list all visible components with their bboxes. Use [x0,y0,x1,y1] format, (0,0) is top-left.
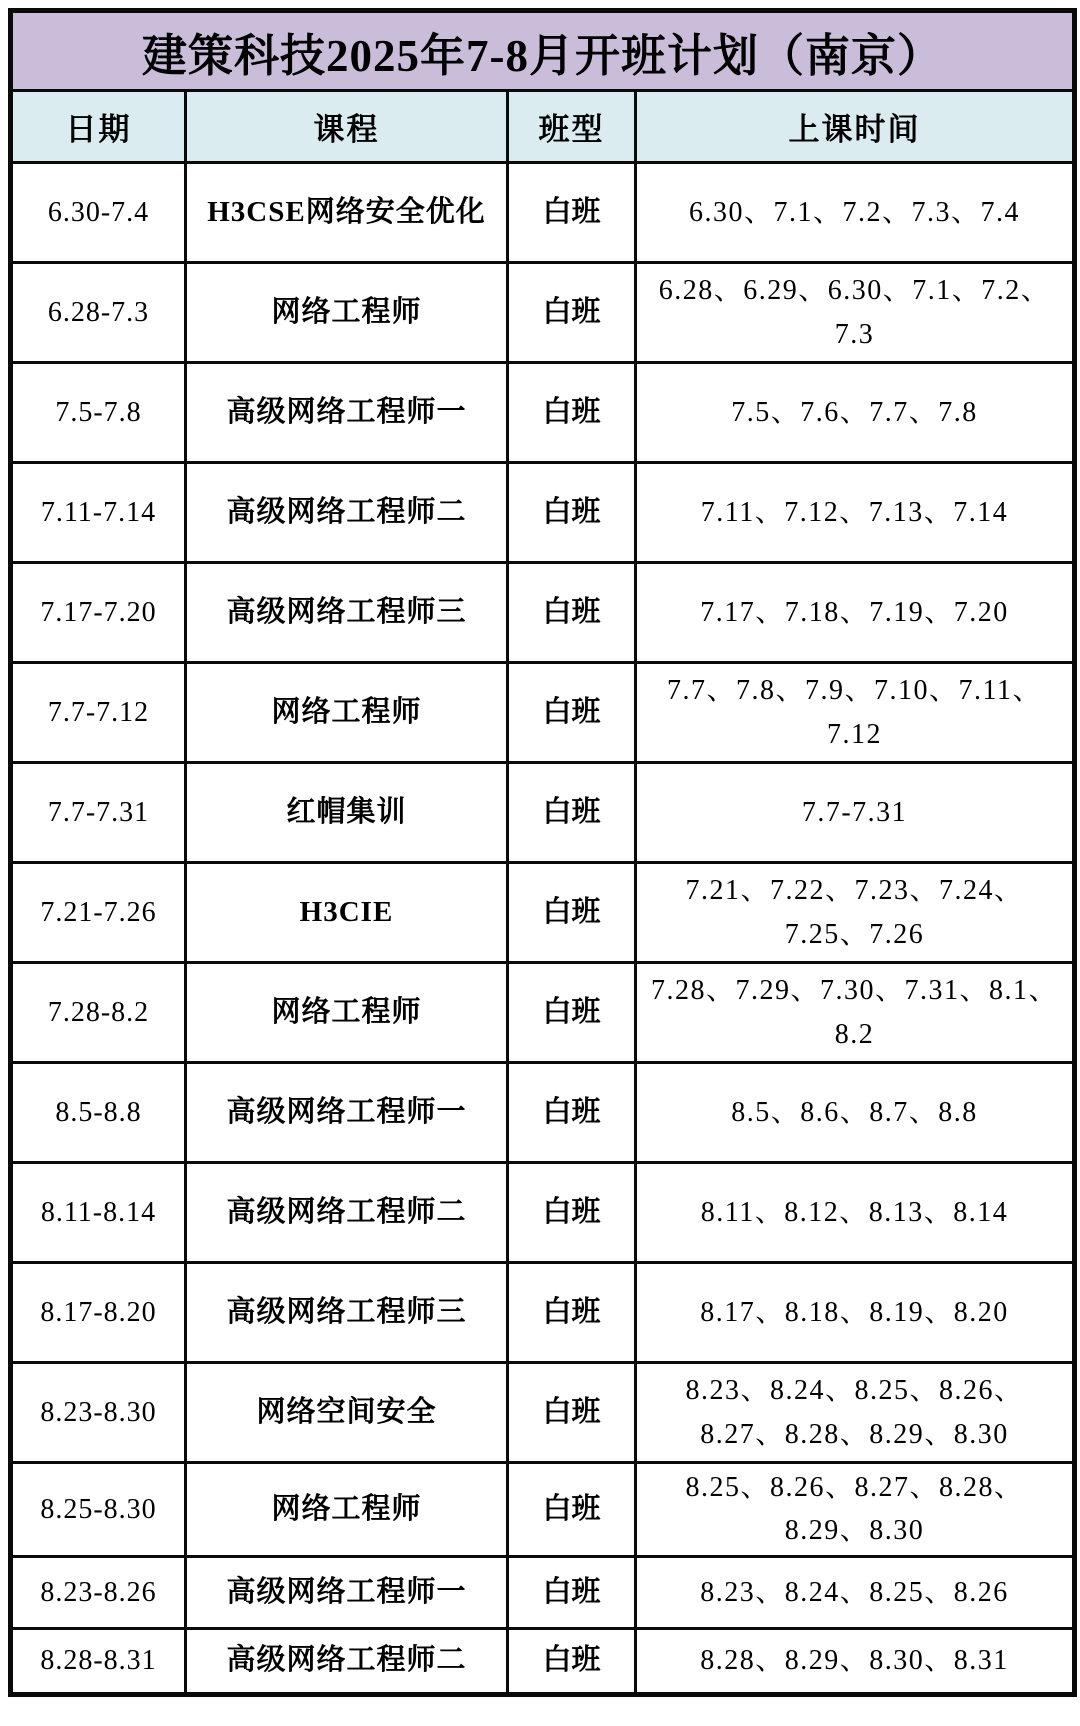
table-row [11,1163,1075,1263]
class-type-cell: 白班 [508,763,636,863]
time-cell: 7.7-7.31 [636,763,1075,863]
title-row [11,11,1075,91]
table-row [11,163,1075,263]
date-cell: 8.23-8.26 [11,1556,186,1628]
table-row [11,663,1075,763]
column-header-class-type: 班型 [508,91,636,163]
course-cell: 高级网络工程师一 [186,363,508,463]
class-type-cell: 白班 [508,963,636,1063]
class-type-cell: 白班 [508,1063,636,1163]
course-cell: 网络工程师 [186,1463,508,1557]
time-cell: 8.23、8.24、8.25、8.26 [636,1556,1075,1628]
date-cell: 8.17-8.20 [11,1263,186,1363]
course-cell: 高级网络工程师二 [186,1163,508,1263]
class-type-cell: 白班 [508,1263,636,1363]
course-cell: 红帽集训 [186,763,508,863]
table-row [11,463,1075,563]
class-type-cell: 白班 [508,163,636,263]
date-cell: 7.11-7.14 [11,463,186,563]
time-cell: 8.11、8.12、8.13、8.14 [636,1163,1075,1263]
time-cell: 6.30、7.1、7.2、7.3、7.4 [636,163,1075,263]
date-cell: 6.28-7.3 [11,263,186,363]
time-cell: 7.21、7.22、7.23、7.24、7.25、7.26 [636,863,1075,963]
time-cell: 7.5、7.6、7.7、7.8 [636,363,1075,463]
column-header-date: 日期 [11,91,186,163]
time-cell: 7.28、7.29、7.30、7.31、8.1、8.2 [636,963,1075,1063]
date-cell: 8.25-8.30 [11,1463,186,1557]
date-cell: 8.11-8.14 [11,1163,186,1263]
course-cell: 网络工程师 [186,263,508,363]
course-cell: 网络工程师 [186,963,508,1063]
time-cell: 7.7、7.8、7.9、7.10、7.11、7.12 [636,663,1075,763]
date-cell: 7.5-7.8 [11,363,186,463]
table-row [11,563,1075,663]
class-type-cell: 白班 [508,1163,636,1263]
time-cell: 7.11、7.12、7.13、7.14 [636,463,1075,563]
class-type-cell: 白班 [508,363,636,463]
course-cell: H3CIE [186,863,508,963]
table-row [11,1263,1075,1363]
time-cell: 8.23、8.24、8.25、8.26、8.27、8.28、8.29、8.30 [636,1363,1075,1463]
date-cell: 8.23-8.30 [11,1363,186,1463]
date-cell: 8.28-8.31 [11,1628,186,1694]
course-cell: 网络工程师 [186,663,508,763]
class-type-cell: 白班 [508,1556,636,1628]
class-type-cell: 白班 [508,1628,636,1694]
table-row [11,1063,1075,1163]
column-header-row [11,91,1075,163]
table-row [11,863,1075,963]
schedule-table [8,8,1077,1697]
course-cell: 网络空间安全 [186,1363,508,1463]
date-cell: 7.7-7.12 [11,663,186,763]
time-cell: 6.28、6.29、6.30、7.1、7.2、7.3 [636,263,1075,363]
course-cell: 高级网络工程师二 [186,463,508,563]
class-type-cell: 白班 [508,1463,636,1557]
course-cell: 高级网络工程师一 [186,1556,508,1628]
course-cell: 高级网络工程师三 [186,563,508,663]
time-cell: 8.5、8.6、8.7、8.8 [636,1063,1075,1163]
class-type-cell: 白班 [508,463,636,563]
table-row [11,963,1075,1063]
table-row [11,263,1075,363]
time-cell: 8.28、8.29、8.30、8.31 [636,1628,1075,1694]
date-cell: 6.30-7.4 [11,163,186,263]
table-row [11,1463,1075,1557]
class-type-cell: 白班 [508,863,636,963]
class-type-cell: 白班 [508,263,636,363]
class-type-cell: 白班 [508,663,636,763]
table-row [11,1556,1075,1628]
course-cell: 高级网络工程师三 [186,1263,508,1363]
page-title: 建策科技2025年7-8月开班计划（南京） [11,11,1075,91]
course-cell: H3CSE网络安全优化 [186,163,508,263]
date-cell: 7.7-7.31 [11,763,186,863]
date-cell: 7.28-8.2 [11,963,186,1063]
date-cell: 7.17-7.20 [11,563,186,663]
column-header-class-time: 上课时间 [636,91,1075,163]
course-cell: 高级网络工程师二 [186,1628,508,1694]
time-cell: 8.25、8.26、8.27、8.28、8.29、8.30 [636,1463,1075,1557]
date-cell: 8.5-8.8 [11,1063,186,1163]
time-cell: 8.17、8.18、8.19、8.20 [636,1263,1075,1363]
date-cell: 7.21-7.26 [11,863,186,963]
class-type-cell: 白班 [508,563,636,663]
class-type-cell: 白班 [508,1363,636,1463]
time-cell: 7.17、7.18、7.19、7.20 [636,563,1075,663]
table-row [11,1628,1075,1694]
course-cell: 高级网络工程师一 [186,1063,508,1163]
table-row [11,763,1075,863]
column-header-course: 课程 [186,91,508,163]
table-row [11,1363,1075,1463]
table-row [11,363,1075,463]
